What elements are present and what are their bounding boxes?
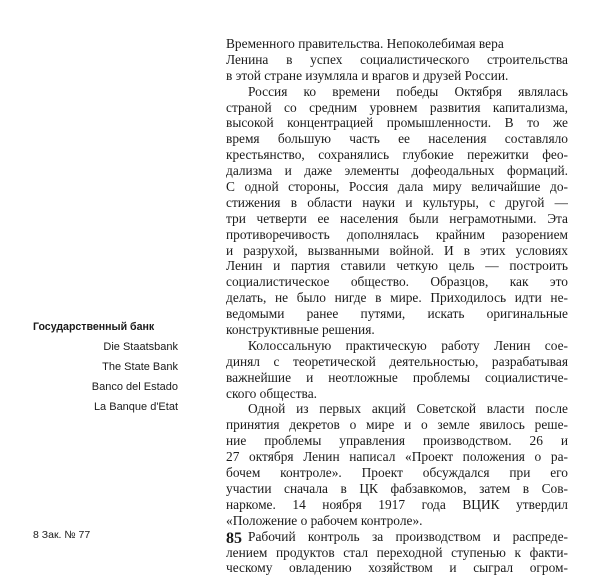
text-line: Ленин и партия ставили четкую цель — построить [226, 258, 568, 274]
text-line: Ленина в успех социалистического строительства [226, 51, 568, 67]
text-line: С одной стороны, Россия дала миру величайшие до- [226, 179, 568, 195]
text-line: и разрухой, вызванными войной. И в этих условиях [226, 242, 568, 258]
caption-french: La Banque d'Etat [93, 401, 178, 413]
text-line: «Положение о рабочем контроле». [226, 512, 423, 528]
text-line: ние проблемы управления производством. 26 и [226, 433, 568, 449]
text-line: противоречивость дополнялась крайним разорением [226, 226, 568, 242]
text-line: принятия декретов о мире и о земле явилось реше- [226, 417, 568, 433]
text-line: делать, не было нигде в мире. Приходилось идти не- [226, 290, 568, 306]
text-line: дализма и даже элементы дофеодальных формаций. [226, 163, 568, 179]
text-line: ческому овладению хозяйством и сыграл огром- [226, 560, 568, 576]
caption-russian: Государственный банк [33, 321, 155, 333]
text-line: социалистическое общество. Образцов, как это [226, 274, 568, 290]
text-line: важнейшие и неотложные проблемы социалистиче- [226, 369, 568, 385]
text-line: участии сначала в ЦК фабзавкомов, затем в Сов- [226, 480, 568, 496]
text-line: наркоме. 14 ноября 1917 года ВЦИК утвердил [226, 496, 568, 512]
margin-caption [0, 320, 178, 420]
text-line: Рабочий контроль за производством и распреде- [248, 528, 568, 544]
text-line: стижения в области науки и культуры, с другой — [226, 194, 568, 210]
text-line: ведомыми ранее путями, искать оригинальные [226, 306, 568, 322]
text-line: лением продуктов стал переходной ступенью к факти- [226, 544, 568, 560]
caption-german: Die Staatsbank [103, 341, 178, 353]
text-line: конструктивные решения. [226, 322, 375, 338]
text-line: страной со средним уровнем развития капитализма, [226, 99, 568, 115]
text-line: 27 октября Ленин написал «Проект положения о ра- [226, 449, 568, 465]
text-line: ского общества. [226, 385, 317, 401]
text-line: крестьянство, сохранялись глубокие пережитки фео- [226, 147, 568, 163]
text-line: в этой стране изумляла и врагов и друзей России. [226, 67, 509, 83]
text-line: Одной из первых акций Советской власти после [248, 401, 568, 417]
text-line: динял с теоретической деятельностью, разрабатывая [226, 353, 568, 369]
text-line: бочем контроле». Проект обсуждался при его [226, 465, 568, 481]
page-number: 85 [226, 530, 242, 547]
caption-spanish: Banco del Estado [91, 381, 178, 393]
text-line: три четверти ее населения были неграмотными. Эта [226, 210, 568, 226]
main-text-column [226, 36, 568, 576]
text-line: Колоссальную практическую работу Ленин сое- [248, 337, 568, 353]
text-line: Временного правительства. Непоколебимая вера [226, 36, 504, 51]
text-line: высокой концентрацией промышленности. В то же [226, 115, 568, 131]
printer-signature: 8 Зак. № 77 [33, 529, 91, 541]
text-line: время большую часть ее населения составляло [226, 131, 568, 147]
text-line: Россия ко времени победы Октября являлась [248, 83, 568, 99]
caption-english: The State Bank [102, 361, 178, 373]
